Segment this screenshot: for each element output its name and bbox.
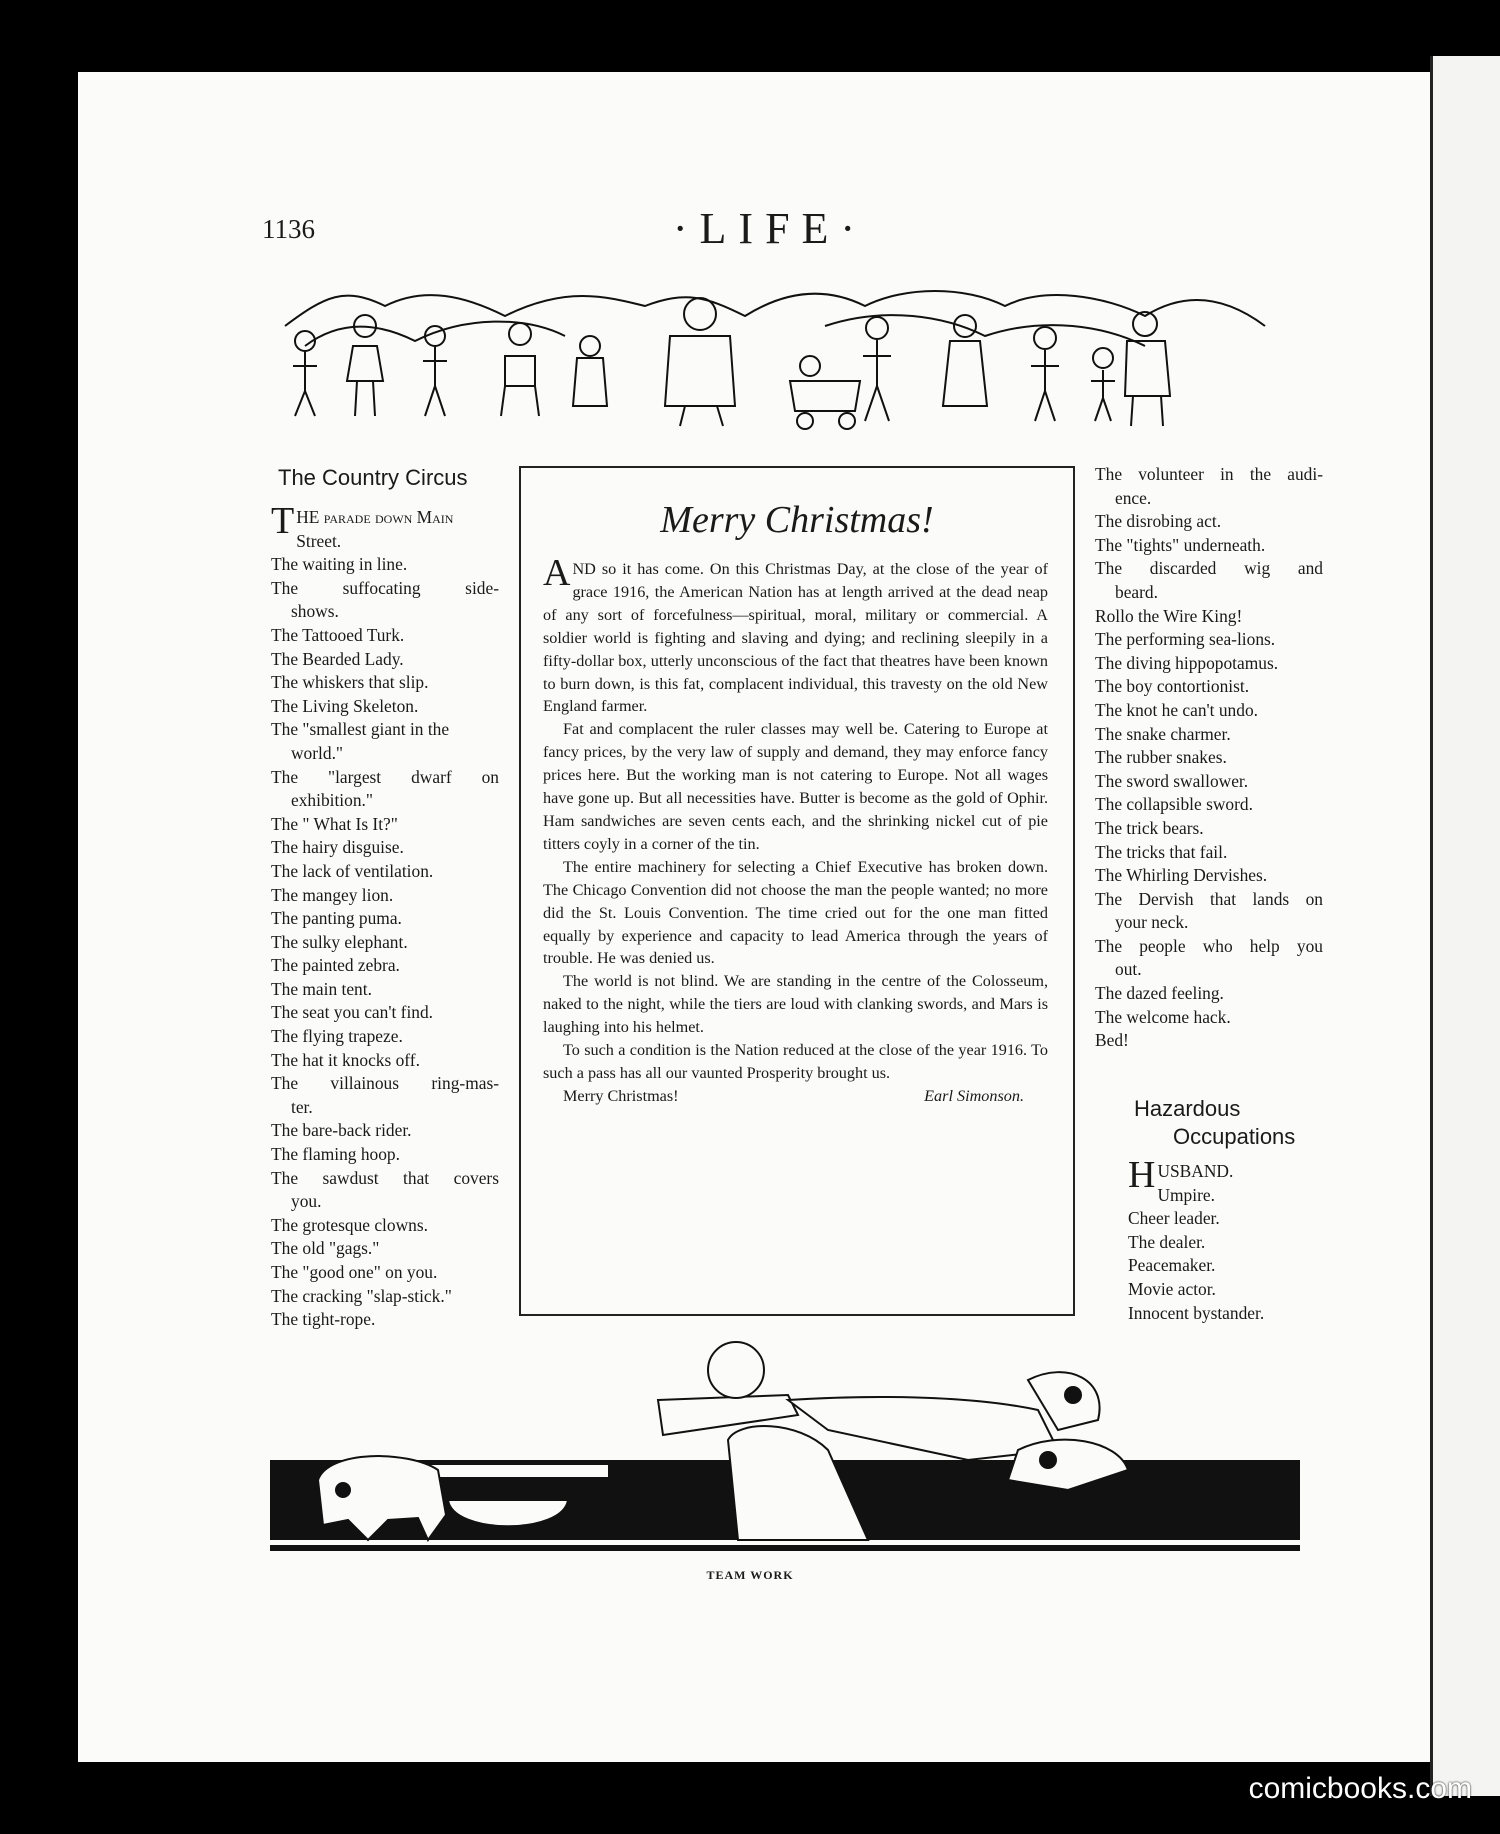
editorial-paragraph: Fat and complacent the ruler classes may well be. Catering to Europe at fancy prices, by the very law of supply and demand, they may enforce fancy prices here. But the working man is not catering to Europe. Not all wages have gone up. But all necessities have. Butter is become as the gold of Ophir. Ham sandwiches are seven cents each, and the shrinking nickel cut of pie titters coyly in a corner of the tin. xyxy=(543,720,1048,853)
hazardous-occupations-list: HUSBAND. Umpire. Cheer leader. The dealer. Peacemaker. Movie actor. Innocent bystander. xyxy=(1128,1154,1265,1323)
drop-cap: A xyxy=(543,552,571,594)
editorial-paragraph: To such a condition is the Nation reduced at the close of the year 1916. To such a pass has all our vaunted Prosperity brought us. xyxy=(543,1041,1048,1082)
site-watermark: comicbooks.com xyxy=(1248,1772,1472,1805)
team-work-cartoon xyxy=(268,1340,1308,1560)
child-figures xyxy=(293,298,1170,429)
adjacent-page-edge xyxy=(1430,56,1500,1796)
drop-cap: H xyxy=(1128,1154,1156,1196)
editorial-body xyxy=(543,552,1048,1108)
closing: Merry Christmas! xyxy=(563,1086,679,1105)
signoff xyxy=(543,1085,1048,1108)
header-illustration xyxy=(265,286,1305,436)
first-line: THE parade down Main xyxy=(271,500,454,542)
country-circus-title: The Country Circus xyxy=(278,465,468,490)
author: Earl Simonson. xyxy=(924,1086,1024,1105)
page-number: 1136 xyxy=(262,214,315,244)
masthead: ·LIFE· xyxy=(672,204,868,253)
hazardous-title-line2: Occupations xyxy=(1173,1124,1296,1149)
country-circus-column: THE parade down Main Street. The waiting in line. The suffocating side- shows. The Tattooed Turk. The Bearded Lady. The whiskers that slip. The Living Skeleton. The "smallest giant in the world." The "largest dwarf on exhibition." The " What Is It?" The hairy disguise. The lack of ventilation. The mangey lion. The panting puma. The sulky elephant. The painted zebra. The main tent. The seat you can't find. The flying trapeze. The hat it knocks off. The villainous ring-mas- ter. The bare-back rider. The flaming hoop. The sawdust that covers you. The grotesque clowns. The old "gags." The "good one" on you. The cracking "slap-stick." The tight-rope. xyxy=(271,500,499,1330)
hazardous-title-line1: Hazardous xyxy=(1134,1096,1241,1121)
editorial-paragraph: AND so it has come. On this Christmas Day, at the close of the year of grace 1916, the American Nation has at length arrived at the dead neap of any sort of forcefulness—spiritual, moral, military or commercial. A soldier world is fighting and slaving and dying; and reclining sleepily in a fifty-dollar box, utterly unconscious of the fact that theatres have been known to burn down, is this fat, complacent individual, this travesty on the old New England farmer. xyxy=(543,552,1048,716)
editorial-box xyxy=(519,466,1075,1316)
country-circus-column-continued: The volunteer in the audi- ence. The disrobing act. The "tights" underneath. The discarded wig and beard. Rollo the Wire King! The performing sea-lions. The diving hippopotamus. The boy contortionist. The knot he can't undo. The snake charmer. The rubber snakes. The sword swallower. The collapsible sword. The trick bears. The tricks that fail. The Whirling Dervishes. The Dervish that lands on your neck. The people who help you out. The dazed feeling. The welcome hack. Bed! xyxy=(1095,464,1323,1051)
editorial-title: Merry Christmas! xyxy=(660,499,934,541)
drop-cap: T xyxy=(271,500,295,542)
cartoon-caption: TEAM WORK xyxy=(706,1568,794,1582)
editorial-paragraph: The entire machinery for selecting a Chief Executive has broken down. The Chicago Convention did not choose the man the people wanted; no more did the St. Louis Convention. The time cried out for the one man fitted equally by experience and capacity to lead America through the years of trouble. He was denied us. xyxy=(543,857,1048,968)
editorial-paragraph: The world is not blind. We are standing in the centre of the Colosseum, naked to the night, while the tiers are loud with clanking swords, and Mars is laughing into his helmet. xyxy=(543,972,1048,1037)
